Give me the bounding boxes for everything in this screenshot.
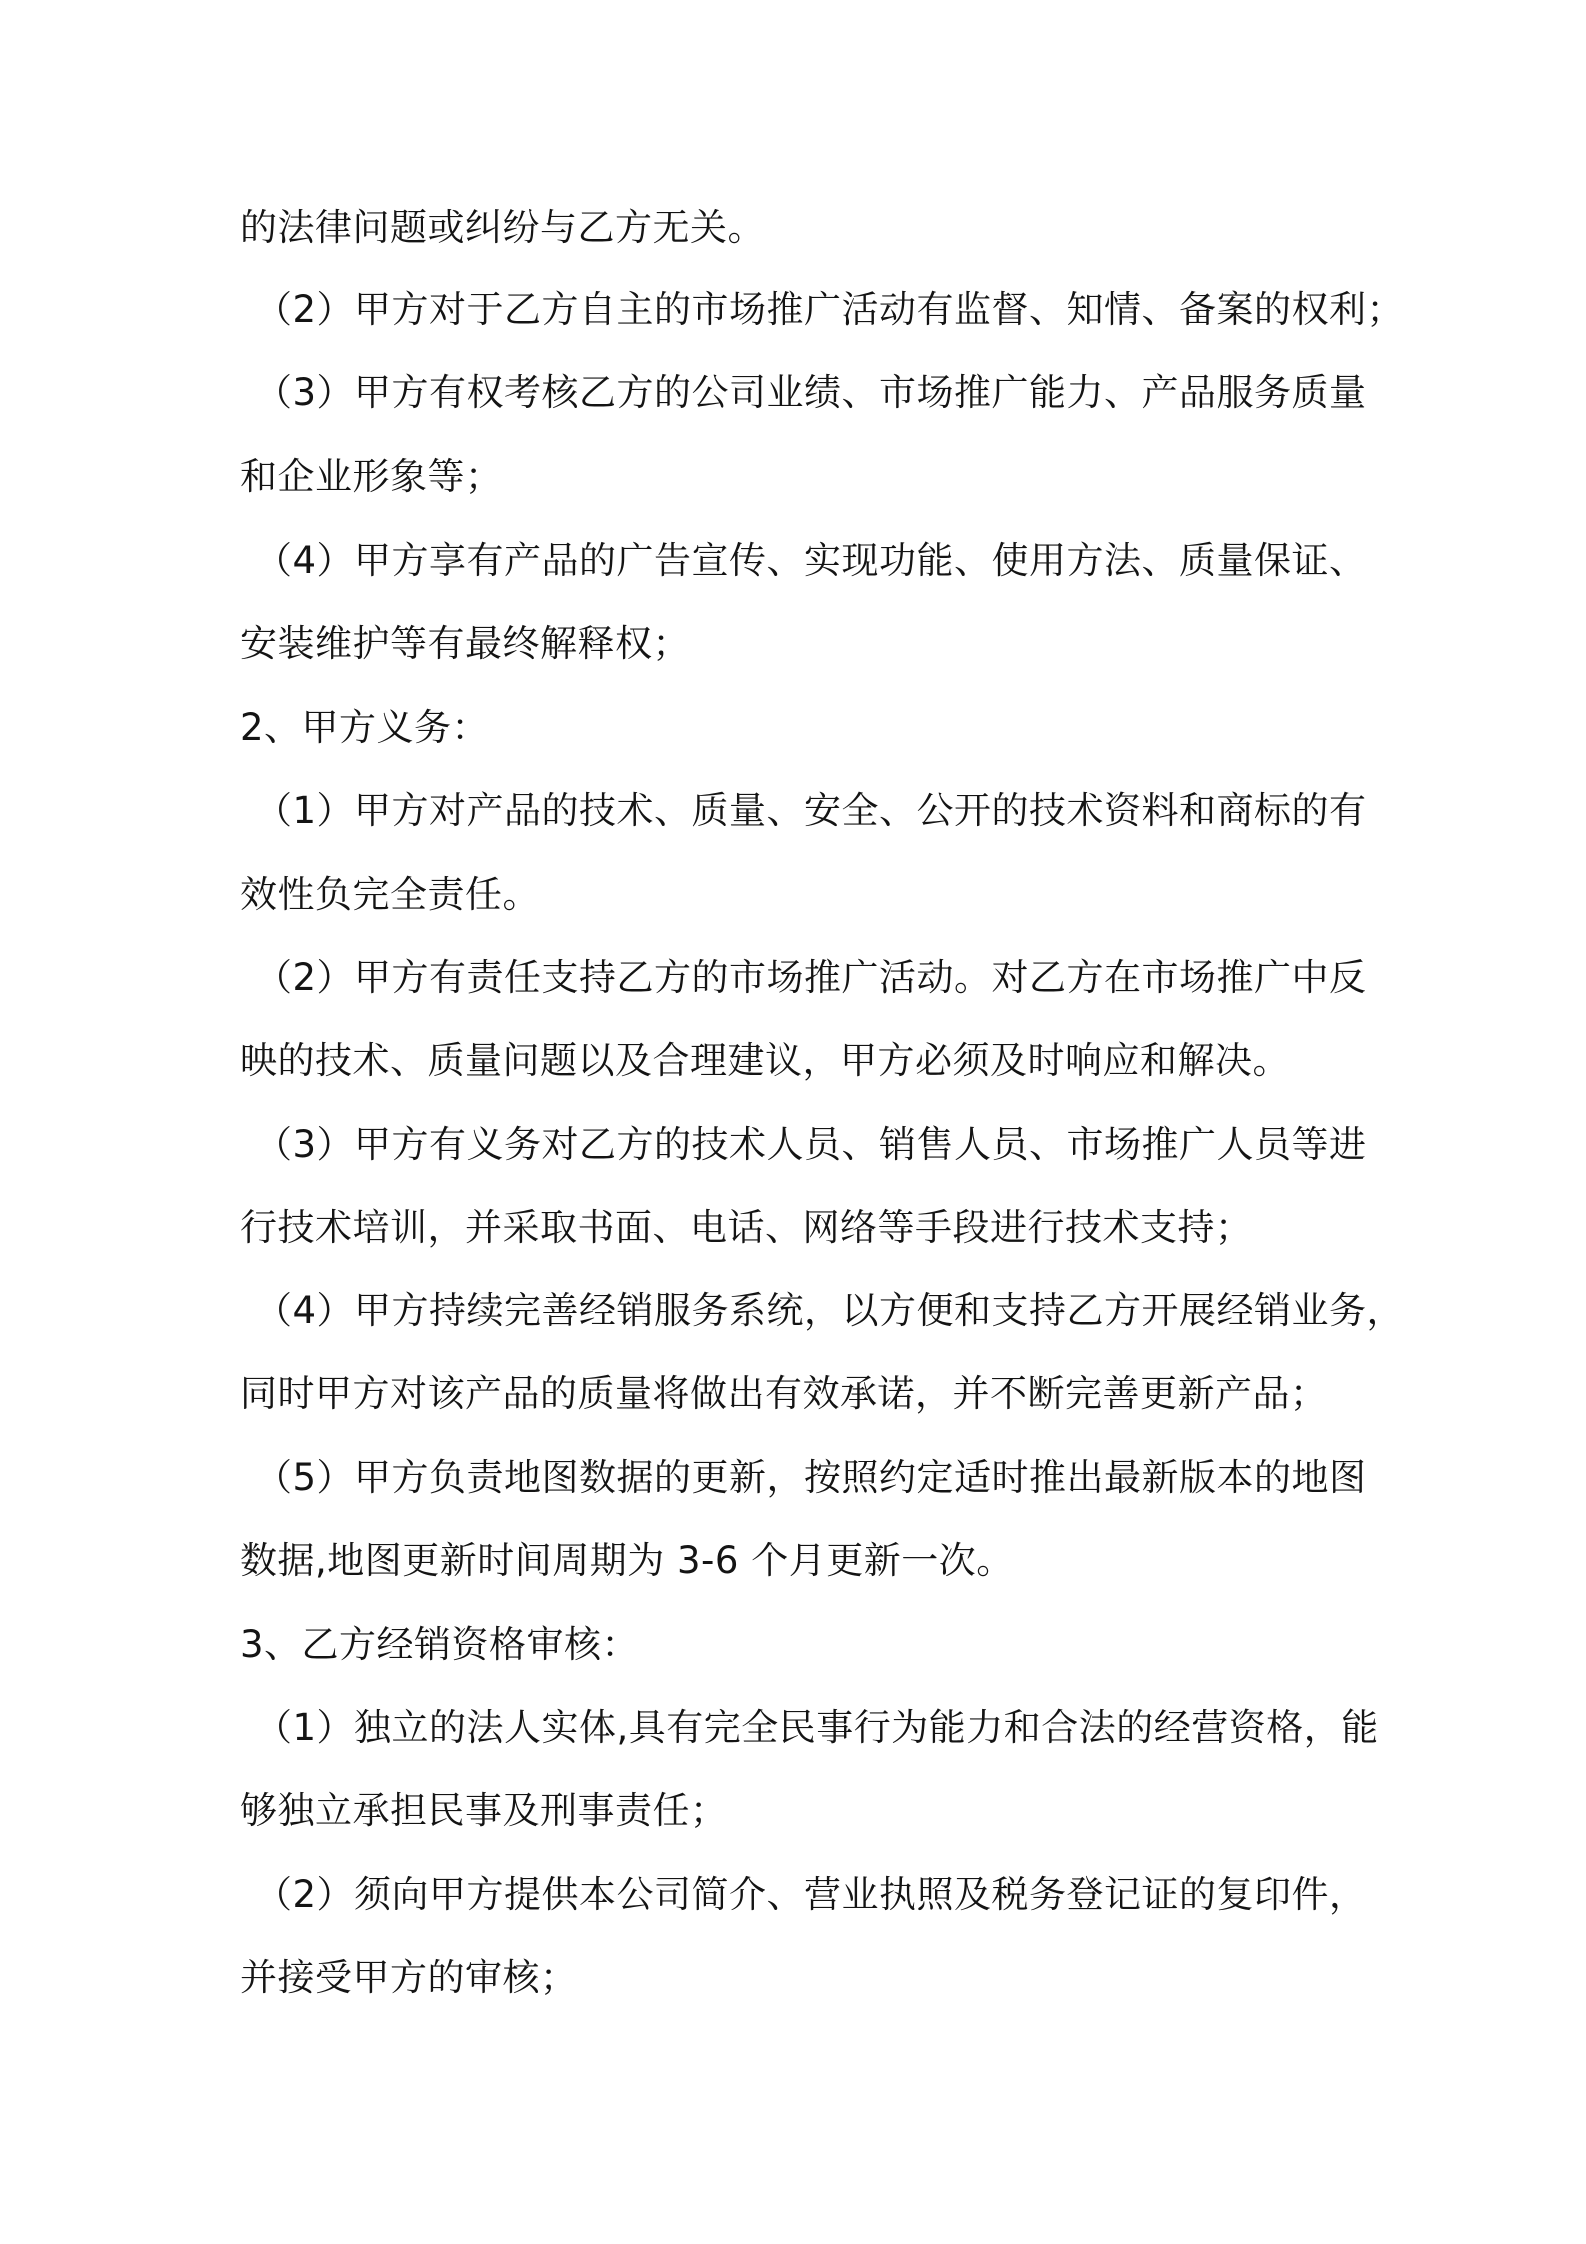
text-line: 并接受甲方的审核； bbox=[240, 1956, 578, 1999]
text-line: （2）甲方对于乙方自主的市场推广活动有监督、知情、备案的权利； bbox=[255, 288, 1405, 331]
text-line: 行技术培训，并采取书面、电话、网络等手段进行技术支持； bbox=[240, 1206, 1253, 1249]
text-line: （1）独立的法人实体,具有完全民事行为能力和合法的经营资格，能 bbox=[255, 1706, 1379, 1749]
text-line: 映的技术、质量问题以及合理建议，甲方必须及时响应和解决。 bbox=[240, 1039, 1290, 1082]
text-line: （4）甲方享有产品的广告宣传、实现功能、使用方法、质量保证、 bbox=[255, 539, 1367, 582]
text-line: 和企业形象等； bbox=[240, 455, 503, 498]
text-line: （1）甲方对产品的技术、质量、安全、公开的技术资料和商标的有 bbox=[255, 789, 1367, 832]
text-line: 效性负完全责任。 bbox=[240, 873, 540, 916]
text-line: （3）甲方有义务对乙方的技术人员、销售人员、市场推广人员等进 bbox=[255, 1123, 1367, 1166]
text-line: （4）甲方持续完善经销服务系统，以方便和支持乙方开展经销业务， bbox=[255, 1289, 1405, 1332]
text-line: 的法律问题或纠纷与乙方无关。 bbox=[240, 206, 765, 249]
text-line: （5）甲方负责地图数据的更新，按照约定适时推出最新版本的地图 bbox=[255, 1456, 1367, 1499]
text-line: 安装维护等有最终解释权； bbox=[240, 622, 690, 665]
text-line: （3）甲方有权考核乙方的公司业绩、市场推广能力、产品服务质量 bbox=[255, 371, 1367, 414]
section-heading: 3、乙方经销资格审核： bbox=[240, 1623, 640, 1666]
text-line: 同时甲方对该产品的质量将做出有效承诺，并不断完善更新产品； bbox=[240, 1372, 1328, 1415]
section-heading: 2、甲方义务： bbox=[240, 706, 490, 749]
text-line: （2）甲方有责任支持乙方的市场推广活动。对乙方在市场推广中反 bbox=[255, 956, 1367, 999]
text-line: （2）须向甲方提供本公司简介、营业执照及税务登记证的复印件， bbox=[255, 1873, 1367, 1916]
text-line: 数据,地图更新时间周期为 3-6 个月更新一次。 bbox=[240, 1539, 1014, 1582]
text-line: 够独立承担民事及刑事责任； bbox=[240, 1789, 728, 1832]
